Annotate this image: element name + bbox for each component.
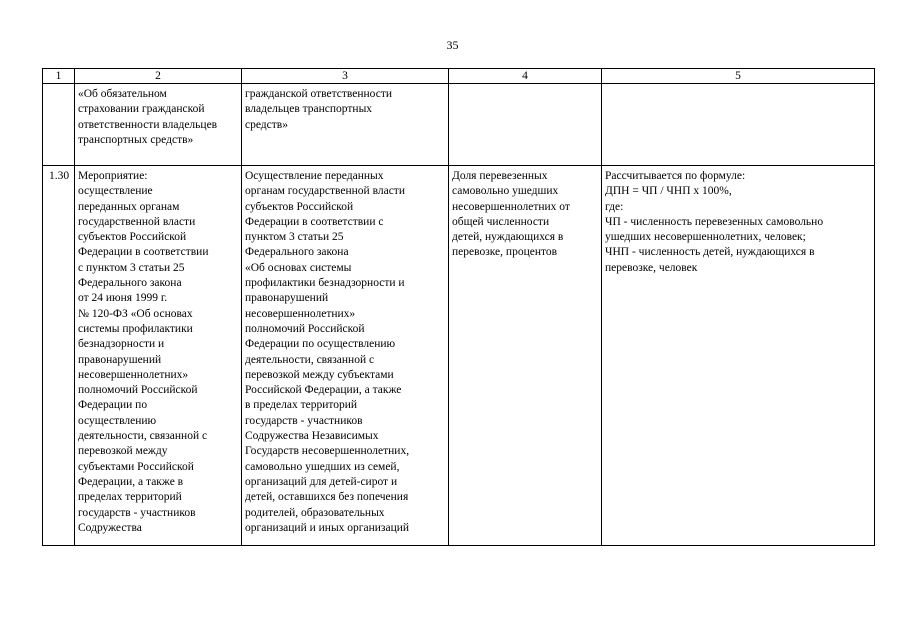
formula-cell: [602, 84, 875, 166]
cell-text-line: перевозке, человек: [605, 261, 698, 274]
cell-text-line: транспортных средств»: [78, 133, 194, 146]
indicator-cell: [449, 84, 602, 166]
cell-text-line: правонарушений: [245, 292, 329, 305]
cell-text-line: где:: [605, 200, 624, 213]
cell-text-line: Федерации по: [78, 399, 148, 412]
cell-text-line: осуществление: [78, 185, 153, 198]
cell-text-line: владельцев транспортных: [245, 103, 373, 116]
cell-text-line: № 120-ФЗ «Об основах: [78, 307, 193, 320]
table-row: [43, 166, 875, 546]
cell-text-line: переданных органам: [78, 200, 180, 213]
cell-text-line: Осуществление переданных: [245, 170, 384, 182]
header-cell-1: 1: [43, 69, 75, 84]
cell-text-line: страховании гражданской: [78, 103, 205, 116]
cell-text-line: ушедших несовершеннолетних, человек;: [605, 231, 806, 244]
description-cell: [242, 166, 449, 546]
cell-text-line: родителей, образовательных: [245, 506, 385, 519]
cell-text-line: государств - участников: [78, 506, 196, 519]
cell-text-line: Содружества Независимых: [245, 430, 379, 443]
cell-text-line: в пределах территорий: [245, 399, 358, 412]
cell-text-line: субъектов Российской: [78, 231, 187, 244]
cell-text-line: перевозкой между: [78, 445, 168, 458]
cell-text-line: Мероприятие:: [78, 170, 148, 182]
page-number: 35: [446, 38, 459, 52]
formula-cell: [602, 166, 875, 546]
cell-text-line: ЧНП - численность детей, нуждающихся в: [605, 246, 815, 259]
document-table: [42, 68, 875, 546]
activity-cell: [75, 84, 242, 166]
table-header-row: [43, 69, 875, 84]
cell-text-line: органам государственной власти: [245, 185, 405, 198]
cell-text-line: ДПН = ЧП / ЧНП х 100%,: [605, 185, 732, 198]
cell-text-line: Рассчитывается по формуле:: [605, 170, 746, 182]
cell-text-line: самовольно ушедших из семей,: [245, 460, 400, 473]
row-number-cell: 1.30: [43, 166, 75, 546]
description-cell: [242, 84, 449, 166]
cell-text-line: Федерации по осуществлению: [245, 338, 396, 351]
cell-text-line: «Об обязательном: [78, 88, 167, 100]
cell-text-line: пунктом 3 статьи 25: [245, 231, 344, 244]
cell-text-line: от 24 июня 1999 г.: [78, 292, 168, 305]
cell-text-line: Федерации, а также в: [78, 475, 184, 488]
cell-text-line: общей численности: [452, 215, 550, 228]
header-cell-3: 3: [242, 69, 449, 84]
cell-text-line: Федерации в соответствии с: [245, 215, 384, 228]
header-cell-5: 5: [602, 69, 875, 84]
cell-text-line: Государств несовершеннолетних,: [245, 445, 410, 458]
cell-text-line: безнадзорности и: [78, 338, 165, 351]
cell-text-line: Содружества: [78, 521, 142, 534]
cell-text-line: гражданской ответственности: [245, 88, 392, 100]
cell-text-line: несовершеннолетних»: [245, 307, 356, 320]
cell-text-line: ответственности владельцев: [78, 118, 218, 131]
cell-text-line: Российской Федерации, а также: [245, 384, 402, 397]
cell-text-line: с пунктом 3 статьи 25: [78, 261, 185, 274]
cell-text-line: перевозке, процентов: [452, 246, 558, 259]
cell-text-line: Федерации в соответствии: [78, 246, 209, 259]
cell-text-line: субъектами Российской: [78, 460, 194, 473]
cell-text-line: профилактики безнадзорности и: [245, 277, 405, 290]
cell-text-line: правонарушений: [78, 353, 162, 366]
indicator-cell: [449, 166, 602, 546]
cell-text-line: субъектов Российской: [245, 200, 354, 213]
cell-text-line: несовершеннолетних от: [452, 200, 570, 213]
cell-text-line: ЧП - численность перевезенных самовольно: [605, 215, 824, 228]
cell-text-line: перевозкой между субъектами: [245, 368, 394, 381]
row-number-cell: [43, 84, 75, 166]
cell-text-line: детей, нуждающихся в: [452, 231, 564, 244]
cell-text-line: осуществлению: [78, 414, 157, 427]
cell-text-line: Доля перевезенных: [452, 170, 548, 182]
cell-text-line: деятельности, связанной с: [78, 430, 208, 443]
cell-text-line: организаций и иных организаций: [245, 521, 410, 534]
cell-text-line: полномочий Российской: [78, 384, 198, 397]
cell-text-line: полномочий Российской: [245, 322, 365, 335]
cell-text-line: детей, оставшихся без попечения: [245, 491, 409, 504]
cell-text-line: «Об основах системы: [245, 261, 352, 274]
cell-text-line: несовершеннолетних»: [78, 368, 189, 381]
cell-text-line: системы профилактики: [78, 322, 193, 335]
cell-text-line: государств - участников: [245, 414, 363, 427]
cell-text-line: Федерального закона: [245, 246, 349, 259]
cell-text-line: самовольно ушедших: [452, 185, 559, 198]
cell-text-line: организаций для детей-сирот и: [245, 475, 398, 488]
activity-cell: [75, 166, 242, 546]
header-cell-2: 2: [75, 69, 242, 84]
cell-text-line: средств»: [245, 118, 288, 131]
cell-text-line: Федерального закона: [78, 277, 182, 290]
cell-text-line: пределах территорий: [78, 491, 182, 504]
header-cell-4: 4: [449, 69, 602, 84]
cell-text-line: государственной власти: [78, 215, 196, 228]
table-row: [43, 84, 875, 166]
cell-text-line: деятельности, связанной с: [245, 353, 375, 366]
